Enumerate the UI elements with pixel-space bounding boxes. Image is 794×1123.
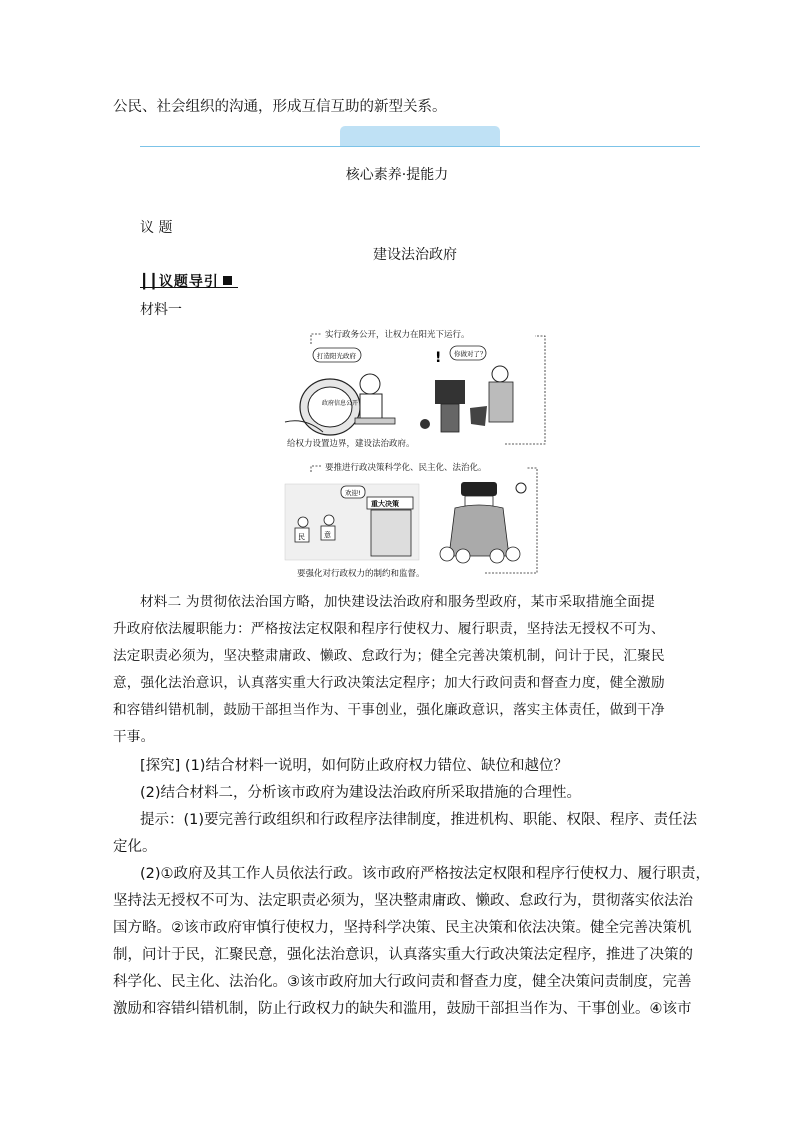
hint-line: 科学化、民主化、法治化。③该市政府加大行政问责和督查力度，健全决策问责制度，完善 xyxy=(113,974,692,990)
bubble-question: 你做对了？ xyxy=(454,350,487,358)
guide-label: ┃┃议题导引 xyxy=(140,274,219,290)
cartoon-illustration xyxy=(275,322,555,580)
exclamation-icon: ! xyxy=(435,350,442,366)
hint-line: 制，问计于民，汇聚民意，强化法治意识，认真落实重大行政决策法定程序，推进了决策的 xyxy=(113,947,693,963)
material2-line: 法定职责必须为，坚决整肃庸政、懒政、怠政行为；健全完善决策机制，问计于民，汇聚民 xyxy=(113,648,665,664)
section-title: 核心素养·提能力 xyxy=(345,167,449,183)
hint-line: 激励和容错纠错机制，防止行政权力的缺失和滥用，鼓励干部担当作为、干事创业。④该市 xyxy=(113,1001,692,1017)
person-label-2: 意 xyxy=(324,531,331,539)
sign-decision: 重大决策 xyxy=(371,500,399,508)
topic-title: 建设法治政府 xyxy=(373,247,457,263)
computer-scene xyxy=(279,348,399,436)
topic-label: 议 题 xyxy=(140,220,173,236)
section-tab xyxy=(340,126,500,147)
material2-line: 升政府依法履职能力：严格按法定权限和程序行使权力、履行职责，坚持法无授权不可为、 xyxy=(113,621,665,637)
bubble-sunshine: 打造阳光政府 xyxy=(317,352,356,360)
section-divider xyxy=(140,146,700,147)
material2-line: 和容错纠错机制，鼓励干部担当作为、干事创业，强化廉政意识，落实主体责任，做到干净 xyxy=(113,702,665,718)
explore-question-1: [探究] (1)结合材料一说明，如何防止政府权力错位、缺位和越位？ xyxy=(140,758,568,774)
explore-question-2: (2)结合材料二，分析该市政府为建设法治政府所采取措施的合理性。 xyxy=(140,785,582,801)
decision-scene xyxy=(285,484,419,560)
guide-heading xyxy=(140,271,232,291)
material2-line: 意，强化法治意识，认真落实重大行政决策法定程序；加大行政问责和督查力度，健全激励 xyxy=(113,675,665,691)
guide-underline xyxy=(140,287,238,288)
hint-line: 坚持法无授权不可为、法定职责必须为，坚决整肃庸政、懒政、怠政行为，贯彻落实依法治 xyxy=(113,893,693,909)
dotted-arrow xyxy=(311,466,321,472)
officials-scene xyxy=(420,346,513,432)
hint-line: (2)①政府及其工作人员依法行政。该市政府严格按法定权限和程序行使权力、履行职责， xyxy=(140,866,711,882)
caption-right: 要推进行政决策科学化、民主化、法治化。 xyxy=(325,463,487,473)
hint-line: 国方略。②该市政府审慎行使权力，坚持科学决策、民主决策和依法决策。健全完善决策机 xyxy=(113,920,692,936)
screen-label: 政府信息公开 xyxy=(322,400,359,407)
person-label-1: 民 xyxy=(298,533,305,541)
material2-line: 材料二 为贯彻依法治国方略，加快建设法治政府和服务型政府，某市采取措施全面提 xyxy=(140,594,655,610)
caption-bottom: 要强化对行政权力的制约和监督。 xyxy=(297,569,425,579)
hint-line: 提示：(1)要完善行政组织和行政程序法律制度，推进机构、职能、权限、程序、责任法 xyxy=(140,812,698,828)
hint-line: 定化。 xyxy=(113,839,157,855)
dotted-arrow xyxy=(311,334,321,344)
supervision-scene xyxy=(440,482,526,563)
caption-mid: 给权力设置边界，建设法治政府。 xyxy=(287,439,415,449)
intro-line: 公民、社会组织的沟通，形成互信互助的新型关系。 xyxy=(113,99,447,115)
caption-top: 实行政务公开，让权力在阳光下运行。 xyxy=(325,330,470,340)
material1-label: 材料一 xyxy=(140,302,182,318)
material2-line: 干事。 xyxy=(113,729,155,745)
square-icon xyxy=(223,276,232,285)
bubble-welcome: 欢迎! xyxy=(345,489,361,497)
